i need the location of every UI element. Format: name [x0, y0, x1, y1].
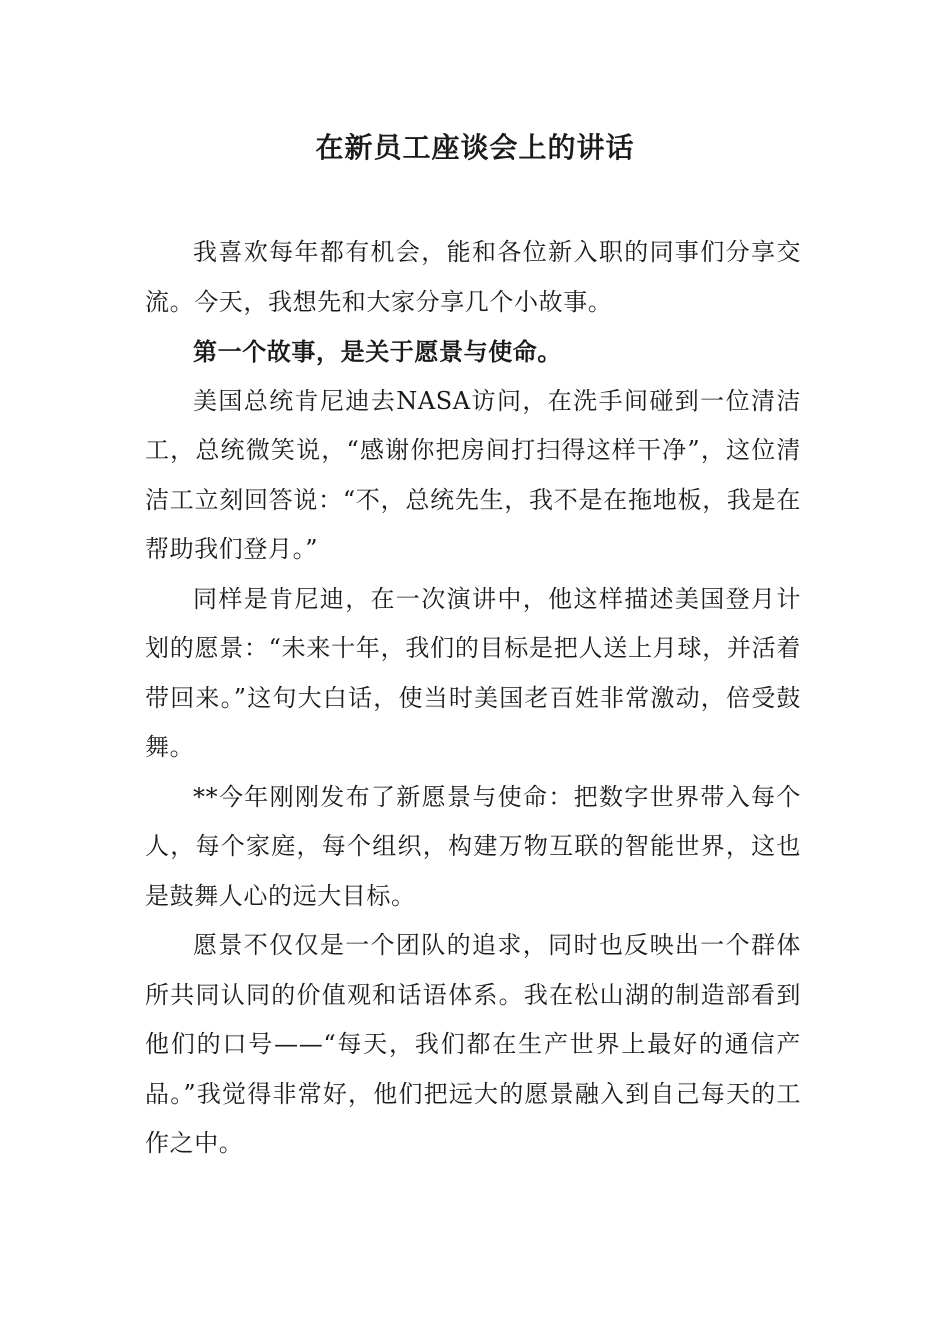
paragraph-vision-values: 愿景不仅仅是一个团队的追求，同时也反映出一个群体所共同认同的价值观和话语体系。我在松山湖的制造部看到他们的口号——“每天，我们都在生产世界上最好的通信产品。”我觉得非常好，他们把远大的愿景融入到自己每天的工作之中。 [145, 931, 801, 1157]
paragraph-new-vision: **今年刚刚发布了新愿景与使命：把数字世界带入每个人，每个家庭，每个组织，构建万物互联的智能世界，这也是鼓舞人心的远大目标。 [145, 782, 801, 910]
paragraph-section-heading: 第一个故事，是关于愿景与使命。 [193, 337, 562, 366]
document-body [145, 228, 801, 1169]
paragraph-nasa-story: 美国总统肯尼迪去NASA访问，在洗手间碰到一位清洁工，总统微笑说，“感谢你把房间打扫得这样干净”，这位清洁工立刻回答说：“不，总统先生，我不是在拖地板，我是在帮助我们登月。” [145, 386, 801, 563]
paragraph-moon-vision: 同样是肯尼迪，在一次演讲中，他这样描述美国登月计划的愿景：“未来十年，我们的目标是把人送上月球，并活着带回来。”这句大白话，使当时美国老百姓非常激动，倍受鼓舞。 [145, 584, 801, 761]
document-title: 在新员工座谈会上的讲话 [315, 131, 635, 164]
paragraph-intro: 我喜欢每年都有机会，能和各位新入职的同事们分享交流。今天，我想先和大家分享几个小故事。 [145, 238, 801, 316]
